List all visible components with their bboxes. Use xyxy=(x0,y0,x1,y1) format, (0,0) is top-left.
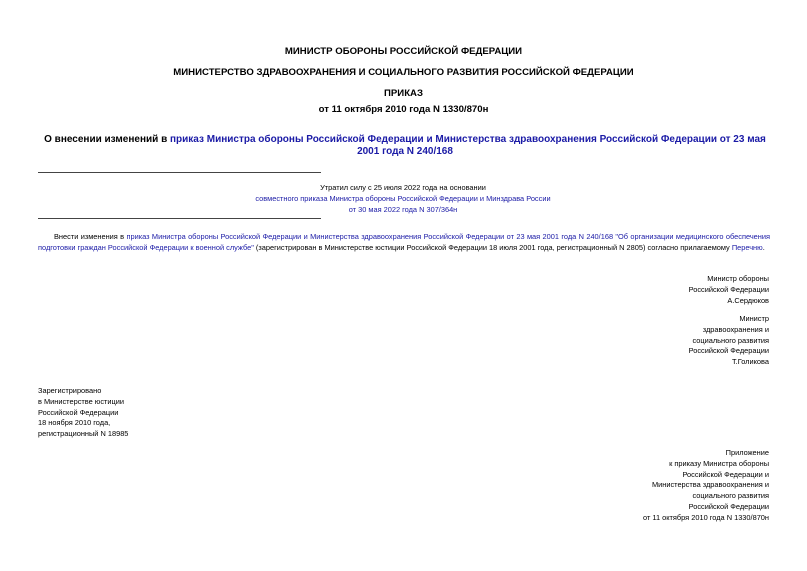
expiry-note-text: Утратил силу с 25 июля 2022 года на основании xyxy=(320,183,486,192)
signature-line: Российской Федерации xyxy=(688,284,769,294)
body-text-start: Внести изменения в xyxy=(54,232,127,241)
document-title xyxy=(40,134,770,158)
header-minister: МИНИСТР ОБОРОНЫ РОССИЙСКОЙ ФЕДЕРАЦИИ xyxy=(284,46,523,57)
registration-line: регистрационный N 18985 xyxy=(38,429,129,439)
signature-name: Т.Голикова xyxy=(731,357,769,367)
order-body-paragraph xyxy=(38,231,770,253)
body-text-middle: (зарегистрирован в Министерстве юстиции Российской Федерации 18 июля 2001 года, регистрационный N 2805) согласно прилагаемому xyxy=(253,243,732,252)
signature-health-minister xyxy=(689,314,769,368)
registration-line: Зарегистрировано xyxy=(38,386,102,395)
expiry-joint-order-link[interactable]: совместного приказа Министра обороны Российской Федерации и Минздрава России xyxy=(255,194,551,203)
registration-line: Российской Федерации xyxy=(38,407,119,417)
divider-bottom xyxy=(38,218,321,219)
registration-line: 18 ноября 2010 года, xyxy=(38,418,111,428)
body-order-link[interactable]: приказ Министра обороны Российской Федерации и Министерства здравоохранения Российской Федерации от 23 мая 2001 года N 240/168 "Об организации медицинского обеспечения подготовки граждан Российской Федерации к военной службе" xyxy=(38,232,770,252)
appendix-line: Российской Федерации и xyxy=(682,469,769,479)
expiry-joint-order-date-link[interactable]: от 30 мая 2022 года N 307/364н xyxy=(348,205,458,214)
appendix-line: социального развития xyxy=(692,491,769,501)
appendix-line: Российской Федерации xyxy=(688,501,769,511)
title-order-link[interactable]: приказ Министра обороны Российской Федерации и Министерства здравоохранения Российской Федерации от 23 мая 2001 года N 240/168 xyxy=(170,134,766,157)
appendix-block xyxy=(643,448,769,524)
registration-block xyxy=(38,386,128,440)
signature-name: А.Сердюков xyxy=(727,295,769,305)
title-prefix: О внесении изменений в xyxy=(44,134,170,145)
signature-defense-minister xyxy=(689,274,769,306)
body-list-link[interactable]: Перечню xyxy=(731,243,763,252)
header-ministry: МИНИСТЕРСТВО ЗДРАВООХРАНЕНИЯ И СОЦИАЛЬНОГО РАЗВИТИЯ РОССИЙСКОЙ ФЕДЕРАЦИИ xyxy=(173,67,634,78)
divider-top xyxy=(38,172,321,173)
appendix-line: Министерства здравоохранения и xyxy=(651,480,769,490)
signature-line: Российской Федерации xyxy=(688,346,769,356)
appendix-line: от 11 октября 2010 года N 1330/870н xyxy=(643,512,769,522)
appendix-line: к приказу Министра обороны xyxy=(669,458,769,468)
registration-line: в Министерстве юстиции xyxy=(38,396,125,406)
signature-line: здравоохранения и xyxy=(702,324,769,334)
header-order-type: ПРИКАЗ xyxy=(384,88,423,99)
signature-line: Министр xyxy=(739,314,769,323)
expiry-note xyxy=(200,182,606,215)
appendix-line: Приложение xyxy=(725,448,769,457)
signature-line: социального развития xyxy=(692,335,769,345)
header-order-date: от 11 октября 2010 года N 1330/870н xyxy=(318,104,489,115)
signature-line: Министр обороны xyxy=(707,274,769,283)
body-text-end: . xyxy=(762,243,765,252)
